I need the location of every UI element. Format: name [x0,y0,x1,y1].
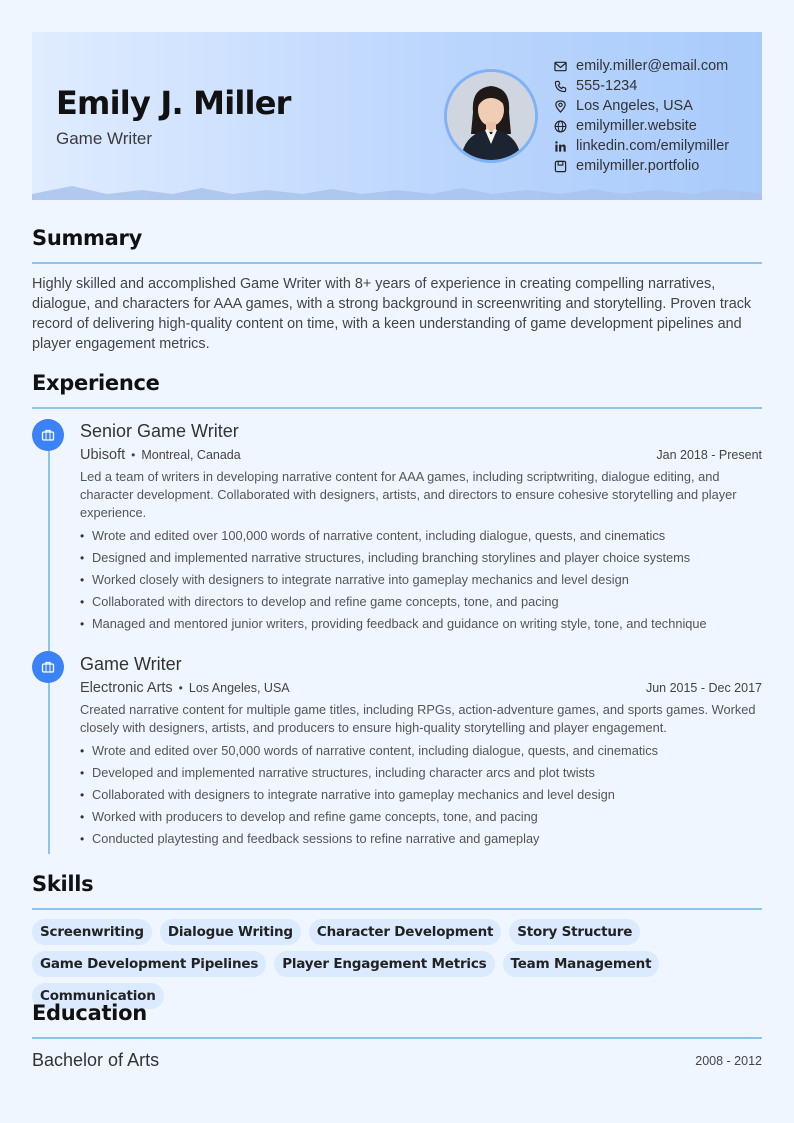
skills-divider [32,908,762,910]
meta-separator: • [178,681,183,695]
header-wave-decoration [32,184,762,200]
job-entry-1 [80,418,762,635]
contact-location [554,96,729,116]
skill-chip: Communication [32,983,164,1009]
skill-chip: Story Structure [509,919,640,945]
location-pin-icon [554,100,567,113]
contact-website-text: emilymiller.website [576,118,697,134]
job-bullet: • Worked with producers to develop and refine game concepts, tone, and pacing [80,806,762,828]
job-meta [80,677,762,699]
job-bullets [80,740,762,850]
job-2-marker [32,651,64,683]
briefcase-icon [41,660,55,674]
job-company: Ubisoft [80,447,126,463]
education-heading: Education [32,1001,147,1025]
job-description: Created narrative content for multiple game titles, including RPGs, action-adventure games, and sports games. Worked closely with designers, artists, and producers to ensure high-quality storytelling and player engagement. [80,702,756,735]
summary-heading: Summary [32,226,142,250]
contact-phone-text: 555-1234 [576,78,638,94]
job-location: Montreal, Canada [141,448,241,462]
job-bullet: • Worked closely with designers to integrate narrative into gameplay mechanics and level design [80,569,762,591]
education-degree: Bachelor of Arts [32,1050,160,1070]
experience-heading: Experience [32,371,160,395]
skill-chip: Character Development [309,919,501,945]
job-bullets [80,525,762,635]
mail-icon [554,60,567,73]
job-bullet: • Developed and implemented narrative structures, including character arcs and plot twists [80,762,762,784]
summary-divider [32,262,762,264]
experience-timeline [48,434,50,854]
job-bullet: • Conducted playtesting and feedback sessions to refine narrative and gameplay [80,828,762,850]
job-entry-2 [80,651,762,850]
job-dates: Jun 2015 - Dec 2017 [645,681,762,695]
skills-list [32,919,772,1009]
job-1-marker [32,419,64,451]
contact-location-text: Los Angeles, USA [576,98,693,114]
contact-email[interactable] [554,56,729,76]
portfolio-icon [554,160,567,173]
job-bullet: • Managed and mentored junior writers, providing feedback and guidance on writing style, tone, and technique [80,613,762,635]
candidate-name: Emily J. Miller [56,84,291,122]
experience-divider [32,407,762,409]
contact-phone[interactable] [554,76,729,96]
skill-chip: Game Development Pipelines [32,951,266,977]
contact-linkedin[interactable] [554,136,729,156]
briefcase-icon [41,428,55,442]
education-dates: 2008 - 2012 [695,1054,762,1068]
profile-photo-illustration [447,72,535,160]
summary-text: Highly skilled and accomplished Game Writer with 8+ years of experience in creating compelling narratives, dialogue, and characters for AAA games, with a strong background in screenwriting and storytelling. Proven track record of delivering high-quality content on time, with a keen understanding of game development pipelines and player engagement metrics. [32,276,752,352]
contact-email-text: emily.miller@email.com [576,58,729,74]
job-bullet: • Wrote and edited over 50,000 words of narrative content, including dialogue, quests, and cinematics [80,740,762,762]
skill-chip: Screenwriting [32,919,152,945]
job-description: Led a team of writers in developing narrative content for AAA games, including scriptwriting, dialogue editing, and character development. Collaborated with designers, artists, and directors to ensure cohesive storytelling and player experience. [80,469,737,520]
contact-linkedin-text: linkedin.com/emilymiller [576,138,730,154]
globe-icon [554,120,567,133]
resume-header [32,32,762,200]
contact-portfolio-text: emilymiller.portfolio [576,158,700,174]
job-bullet: • Designed and implemented narrative structures, including branching storylines and player choice systems [80,547,762,569]
job-meta [80,444,762,466]
contact-list [554,56,729,176]
contact-website[interactable] [554,116,729,136]
skills-heading: Skills [32,872,94,896]
profile-photo [444,69,538,163]
job-bullet: • Collaborated with directors to develop and refine game concepts, tone, and pacing [80,591,762,613]
job-location: Los Angeles, USA [188,681,290,695]
skill-chip: Dialogue Writing [160,919,301,945]
contact-portfolio[interactable] [554,156,729,176]
education-divider [32,1037,762,1039]
skill-chip: Player Engagement Metrics [274,951,494,977]
linkedin-icon [554,140,567,153]
skill-chip: Team Management [503,951,660,977]
meta-separator: • [131,448,136,462]
candidate-role: Game Writer [56,129,153,148]
job-bullet: • Wrote and edited over 100,000 words of narrative content, including dialogue, quests, and cinematics [80,525,762,547]
job-company: Electronic Arts [80,680,173,696]
job-dates: Jan 2018 - Present [656,448,762,462]
phone-icon [554,80,567,93]
job-title: Game Writer [80,654,182,674]
job-title: Senior Game Writer [80,421,239,441]
job-bullet: • Collaborated with designers to integrate narrative into gameplay mechanics and level design [80,784,762,806]
